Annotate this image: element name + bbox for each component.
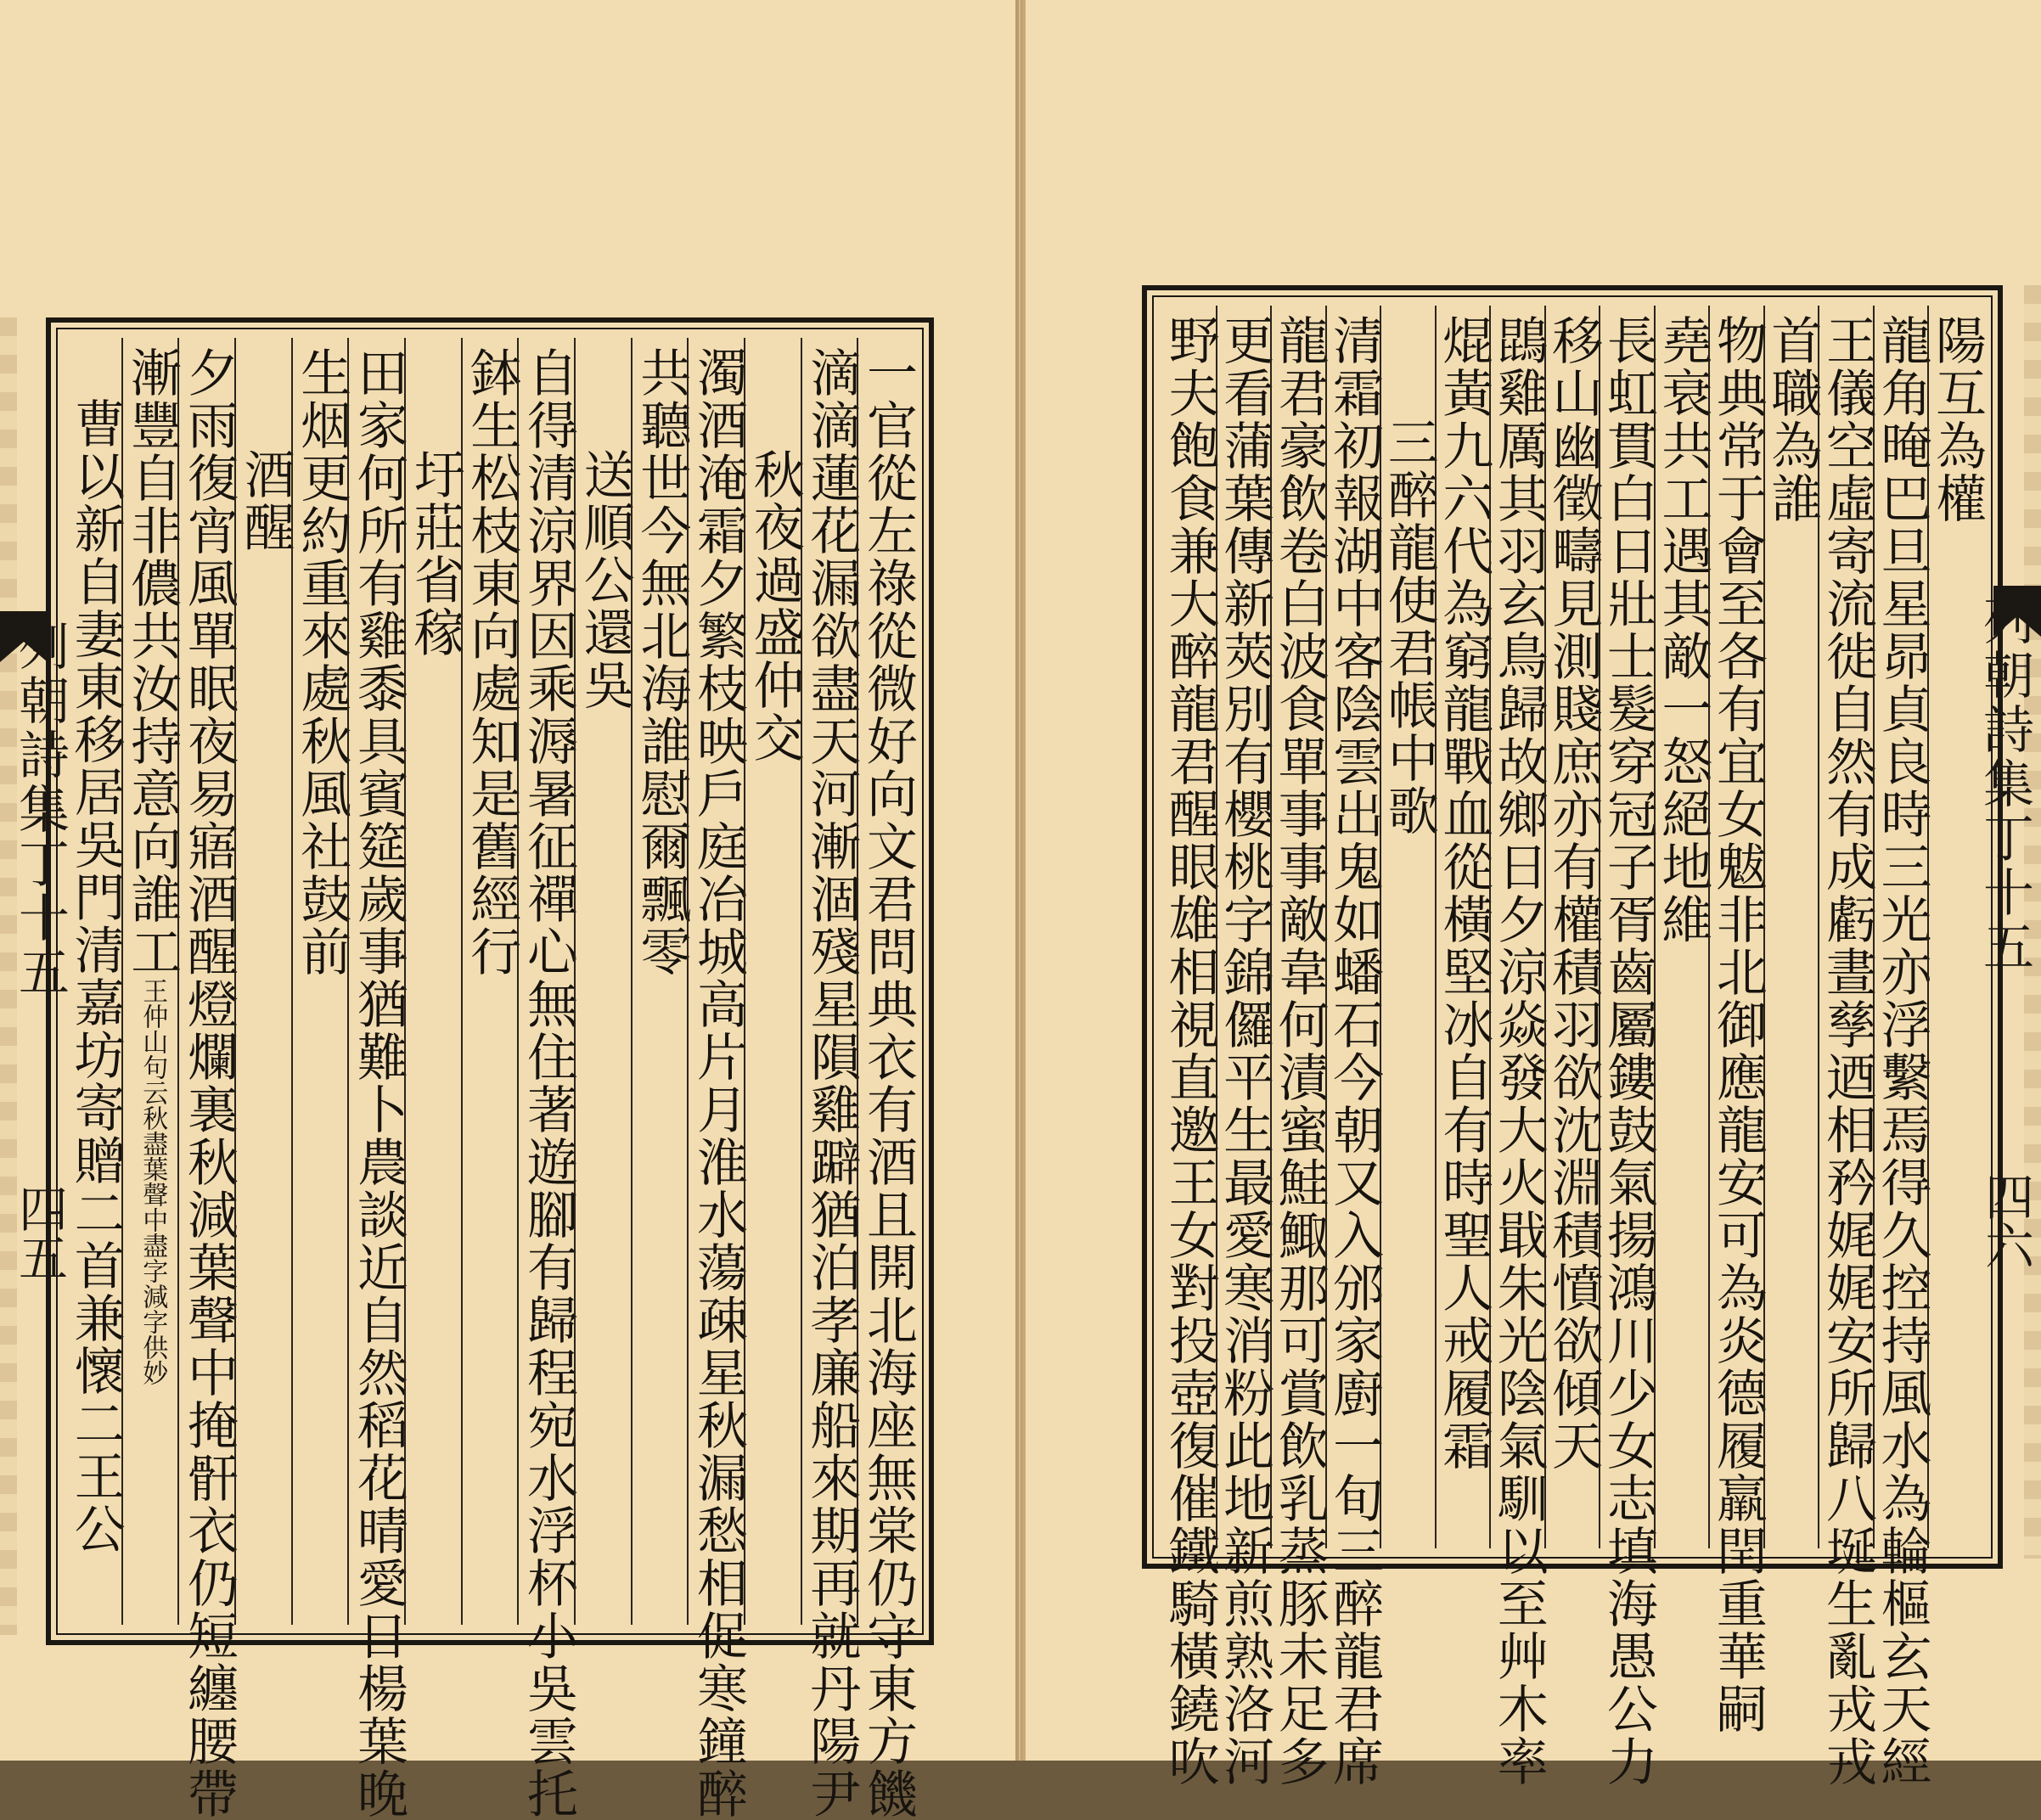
right-banxin-title: 列朝詩集丁十五	[1975, 594, 2034, 975]
text-column	[1324, 306, 1385, 1788]
column-text: 鉢生松枝東向處知是舊經行	[462, 346, 522, 978]
right-page	[1022, 0, 2041, 1788]
left-banxin-title: 列朝詩集丁十五	[10, 620, 70, 1000]
column-text: 焜黃九六代為窮龍戰血從橫堅冰自有時聖人戒履霜	[1434, 314, 1494, 1472]
poem-title: 圩莊省稼	[405, 448, 465, 659]
poem-title: 秋夜過盛仲交	[745, 448, 805, 764]
column-text: 首職為誰	[1763, 314, 1823, 525]
right-text-frame	[1142, 285, 2003, 1788]
left-columns	[65, 338, 918, 1820]
text-column	[1707, 306, 1768, 1735]
column-text: 移山幽徵疇見測賤庶亦有權積羽欲沈淵積憤欲傾天	[1543, 314, 1604, 1472]
text-column	[1872, 306, 1932, 1788]
text-column	[687, 338, 748, 1820]
text-column	[1215, 306, 1275, 1788]
text-column	[461, 338, 522, 1625]
poem-title-column	[1379, 306, 1439, 1548]
column-text: 滴滴蓮花漏欲盡天河漸涸殘星隕雞躃猶泊孝廉船來期再就丹陽尹	[801, 346, 862, 1820]
text-column	[1434, 306, 1494, 1548]
left-folio-number: 四五	[10, 1183, 68, 1282]
text-column	[177, 338, 239, 1820]
poem-title: 送順公還吳	[575, 448, 635, 711]
column-text: 更看蒲葉傳新莢別有櫻桃字錦儸平生最愛寒消粉此地新煎熟洛河	[1215, 314, 1275, 1788]
column-text: 陽互為權	[1927, 314, 1987, 525]
poem-title-column	[744, 338, 805, 1625]
column-text: 長虹貫白日壯士髮穿冠子胥齒屬鏤鼓氣揚鴻川少女志填海愚公力	[1598, 314, 1658, 1788]
poem-title-column	[574, 338, 635, 1625]
column-text: 濁酒淹霜夕繁枝映戶庭冶城高片月淮水蕩疎星秋漏愁相促寒鐘醉	[688, 346, 748, 1820]
column-text: 生烟更約重來處秋風社鼓前	[292, 346, 352, 978]
text-column	[291, 338, 352, 1625]
text-column	[1269, 306, 1330, 1788]
text-column	[1488, 306, 1549, 1788]
right-columns	[1160, 306, 1987, 1788]
interlinear-note: 王仲山句云秋盡葉聲中盡字減字供妙	[138, 978, 168, 1385]
column-text: 田家何所有雞黍具賓筵歲事猶難卜農談近自然稻花晴愛日楊葉晚	[348, 346, 408, 1820]
column-text: 漸豐自非儂共汝持意向誰工	[122, 346, 183, 978]
column-text: 清霜初報湖中客陰雲出鬼如蟠石今朝又入邠家廚一旬三醉龍君席	[1324, 314, 1385, 1788]
poem-title: 酒醒	[235, 448, 295, 553]
column-text: 野夫飽食兼大醉龍君醒眼雄相視直邀王女對投壺復催鐵騎橫鐃吹	[1160, 314, 1220, 1788]
text-column	[1543, 306, 1604, 1548]
poem-title-column	[234, 338, 295, 1625]
column-text: 堯衰共工遇其敵一怒絕地維	[1653, 314, 1713, 946]
text-column	[347, 338, 408, 1820]
column-text: 物典常于會至各有宜女魃非北御應龍安可為炎德履羸閏重華嗣	[1707, 314, 1768, 1735]
column-text: 共聽世今無北海誰慰爾飄零	[632, 346, 692, 978]
text-column	[1160, 306, 1220, 1788]
text-column	[1763, 306, 1823, 1548]
column-text: 王儀空虛寄流徙自然有成虧晝孳迺相矜娓娓安所歸八埏生亂戎戎	[1817, 314, 1877, 1788]
column-text: 曹以新自妻東移居吳門清嘉坊寄贈二首兼懷二王公	[65, 397, 126, 1555]
left-page	[0, 0, 1019, 1820]
right-folio-number: 四六	[1976, 1171, 2034, 1270]
column-text: 夕雨復宵風單眠夜易寤酒醒燈爛裏秋減葉聲中掩骭衣仍短纏腰帶	[178, 346, 239, 1820]
column-text: 龍角晻巴旦星昴貞良時三光亦浮繫焉得久控持風水為輪樞玄天經	[1872, 314, 1932, 1788]
column-text: 龍君豪飲卷白波食單事事敵韋何漬蜜鮭鯫那可賞飲乳蒸豚未足多	[1269, 314, 1330, 1788]
column-text: 鵾雞厲其羽玄鳥歸故鄉日夕涼焱發大火戢朱光陰氣馴以至艸木率	[1488, 314, 1549, 1788]
text-column	[857, 338, 918, 1820]
text-column	[801, 338, 862, 1820]
text-column	[65, 338, 126, 1625]
text-column	[631, 338, 692, 1625]
text-column	[1653, 306, 1713, 1548]
text-column	[121, 338, 183, 1625]
column-text: 一官從左祿從微好向文君問典衣有酒且開北海座無棠仍守東方饑	[858, 346, 918, 1820]
text-column	[1927, 306, 1987, 1548]
text-column	[1598, 306, 1658, 1788]
left-text-frame	[46, 317, 934, 1820]
text-column	[517, 338, 578, 1820]
text-column	[1817, 306, 1877, 1788]
poem-title-column	[404, 338, 465, 1625]
column-text: 自得清涼界因乘溽暑征禪心無住著遊腳有歸程宛水浮杯小吳雲托	[518, 346, 578, 1820]
poem-title: 三醉龍使君帳中歌	[1379, 416, 1439, 837]
